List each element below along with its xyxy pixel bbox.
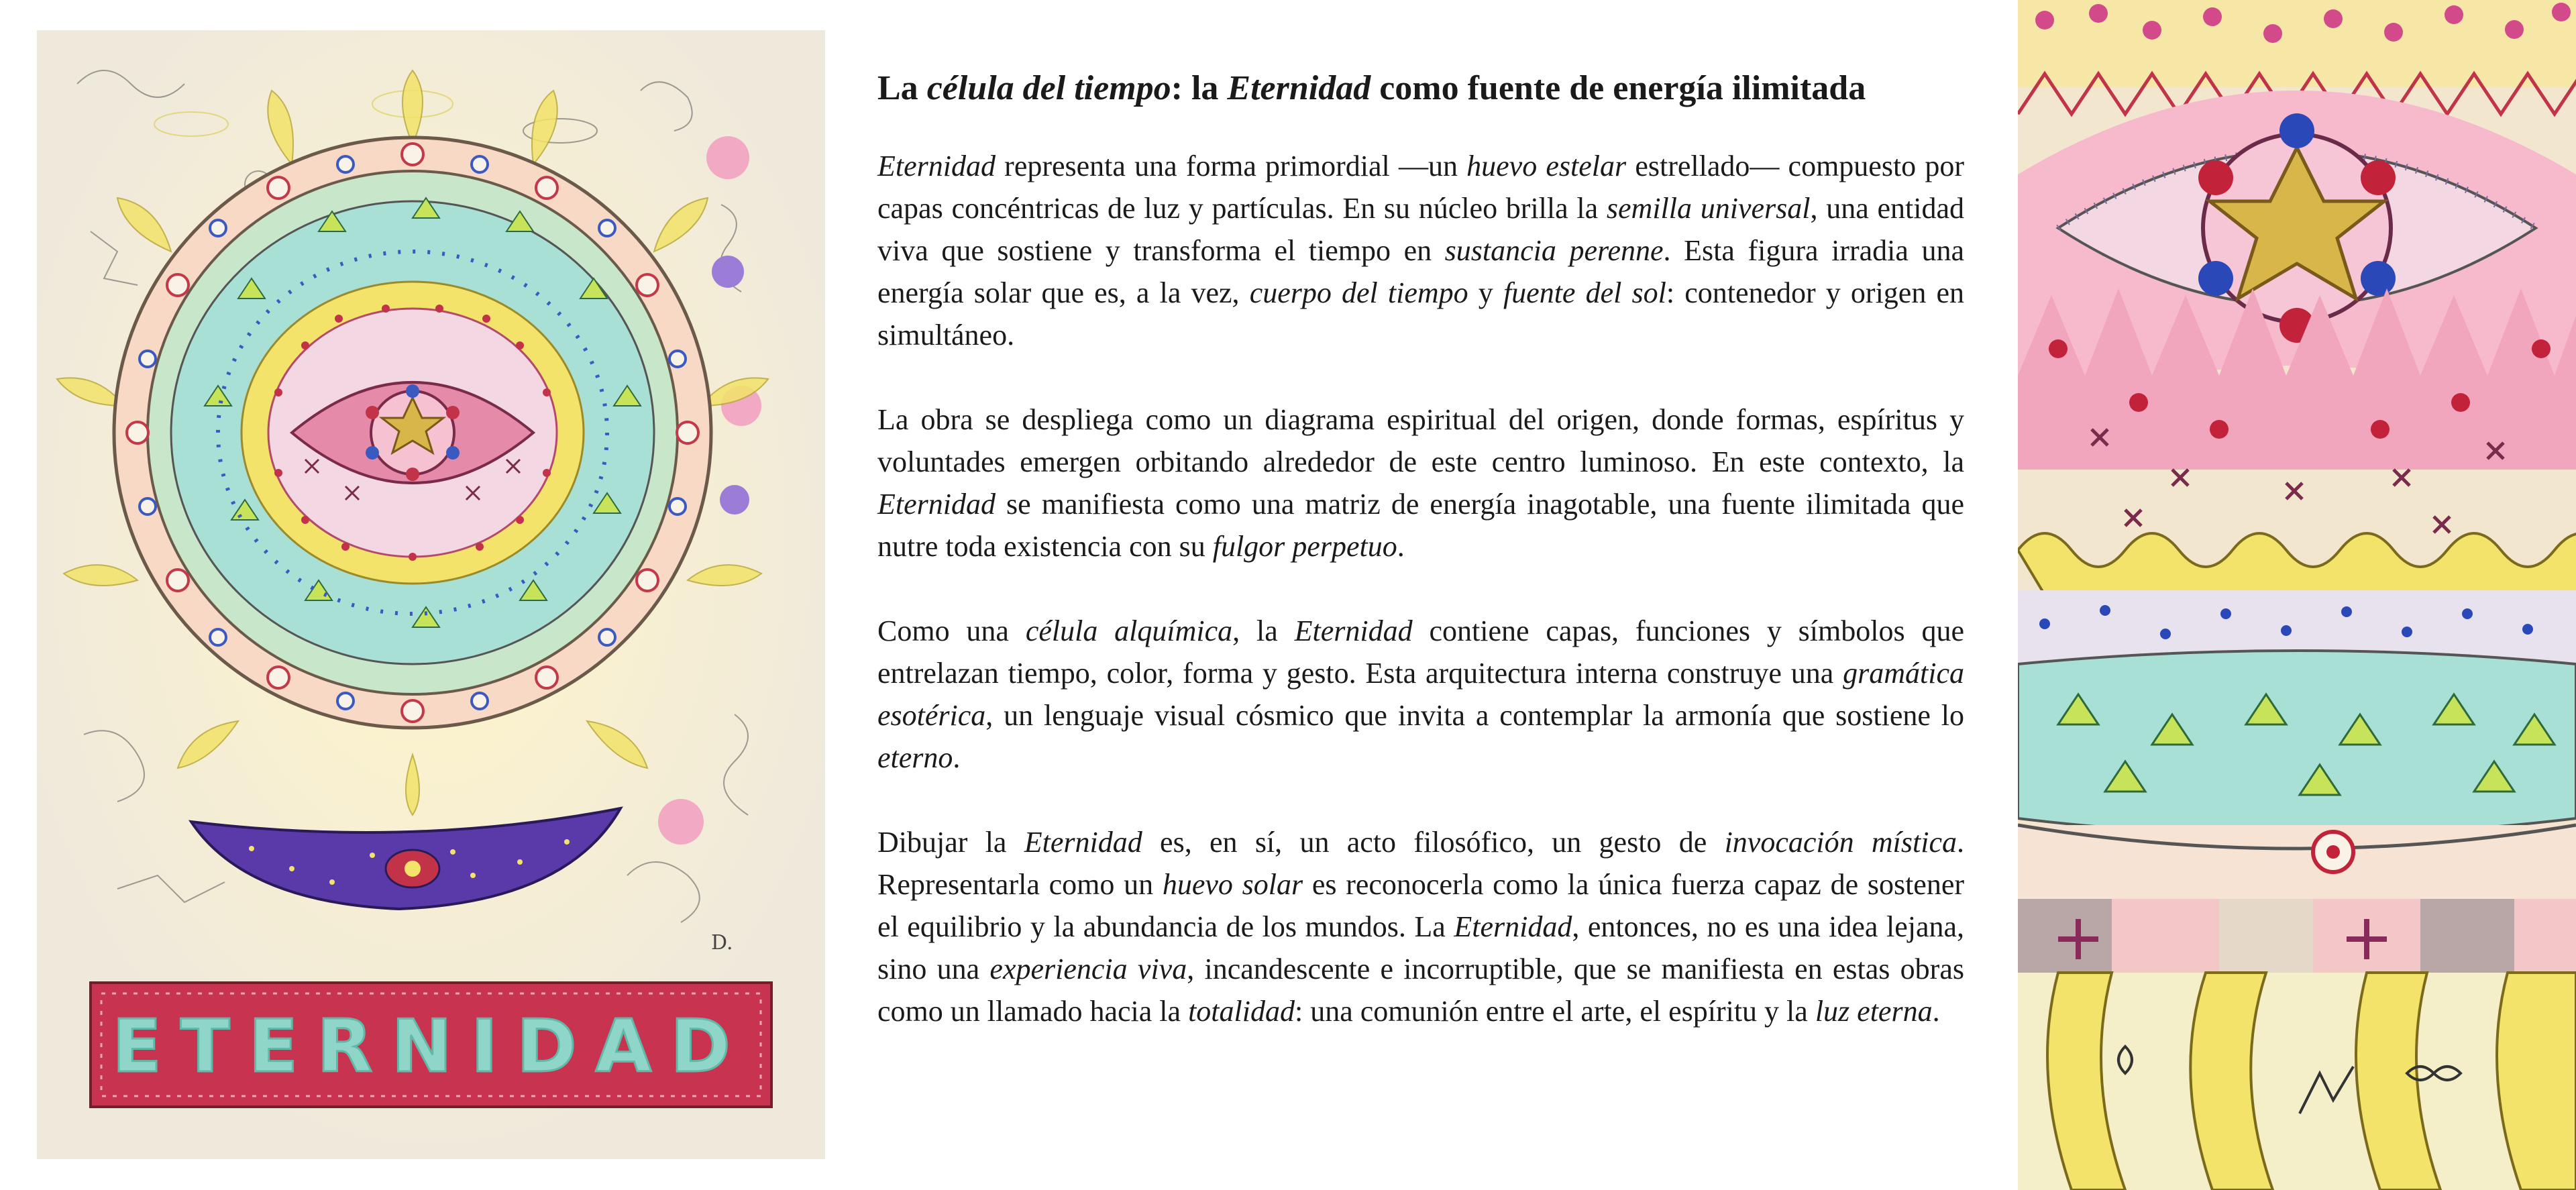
emphasis: Eternidad <box>1294 614 1413 647</box>
emphasis: huevo solar <box>1162 868 1303 901</box>
emphasis: sustancia perenne <box>1444 234 1664 267</box>
artwork-eternidad <box>37 30 825 1159</box>
emphasis: Eternidad <box>1024 826 1142 859</box>
artwork-detail-drawing <box>2018 0 2576 1190</box>
emphasis: Eternidad <box>877 150 996 182</box>
emphasis: luz eterna <box>1815 995 1933 1028</box>
article <box>877 64 1964 1032</box>
emphasis: Eternidad <box>877 488 996 521</box>
article-paragraph-3: Como una célula alquímica, la Eternidad contiene capas, funciones y símbolos que entrelazan tiempo, color, forma y gesto. Esta arquitectura interna construye una gramática esotérica, un lenguaje visual cósmico que invita a contemplar la armonía que sostiene lo eterno. <box>877 614 1964 774</box>
emphasis: célula alquímica <box>1025 614 1233 647</box>
artist-signature: D. <box>711 931 733 955</box>
emphasis: eterno <box>877 741 953 774</box>
article-paragraph-2: La obra se despliega como un diagrama espiritual del origen, donde formas, espíritus y voluntades emergen orbitando alrededor de este centro luminoso. En este contexto, la Eternidad se manifiesta como una matriz de energía inagotable, una fuente ilimitada que nutre toda existencia con su fulgor perpetuo. <box>877 403 1964 563</box>
emphasis: Eternidad <box>1454 910 1572 943</box>
emphasis: Eternidad <box>1227 69 1371 107</box>
artwork-detail-crop <box>2018 0 2576 1190</box>
emphasis: fulgor perpetuo <box>1212 530 1397 563</box>
emphasis: invocación mística <box>1724 826 1957 859</box>
emphasis: huevo estelar <box>1466 150 1627 182</box>
article-paragraph-1: Eternidad representa una forma primordial —un huevo estelar estrellado— compuesto por capas concéntricas de luz y partículas. En su núcleo brilla la semilla universal, una entidad viva que sostiene y transforma el tiempo en sustancia perenne. Esta figura irradia una energía solar que es, a la vez, cuerpo del tiempo y fuente del sol: contenedor y origen en simultáneo. <box>877 150 1965 351</box>
article-title: La célula del tiempo: la Eternidad como fuente de energía ilimitada <box>877 69 1866 107</box>
emphasis: cuerpo del tiempo <box>1249 276 1468 309</box>
emphasis: fuente del sol <box>1503 276 1666 309</box>
emphasis: semilla universal <box>1606 192 1811 225</box>
article-paragraph-4: Dibujar la Eternidad es, en sí, un acto filosófico, un gesto de invocación mística. Representarla como un huevo solar es reconocerla como la única fuerza capaz de sostener el equilibrio y la abundancia de los mundos. La Eternidad, entonces, no es una idea lejana, sino una experiencia viva, incandescente e incorruptible, que se manifiesta en estas obras como un llamado hacia la totalidad: una comunión entre el arte, el espíritu y la luz eterna. <box>877 826 1965 1028</box>
emphasis: gramática esotérica <box>877 657 1964 732</box>
artwork-eternidad-drawing <box>37 30 825 1159</box>
emphasis: experiencia viva <box>989 953 1187 985</box>
emphasis: totalidad <box>1188 995 1295 1028</box>
artwork-banner-title: ETERNIDAD <box>112 1005 749 1089</box>
emphasis: célula del tiempo <box>926 69 1171 107</box>
